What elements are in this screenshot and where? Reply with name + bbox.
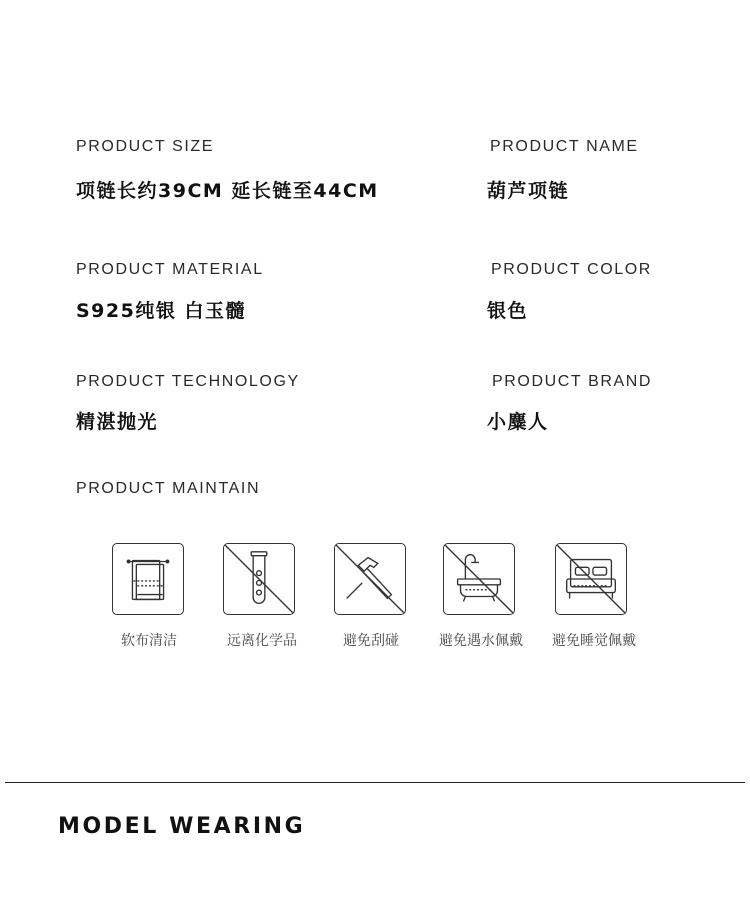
product-color-label: PRODUCT COLOR xyxy=(491,261,652,278)
product-size-label: PRODUCT SIZE xyxy=(76,138,215,155)
product-material-value: S925纯银 白玉髓 xyxy=(76,300,246,322)
bathtub-icon xyxy=(443,543,515,615)
caption-avoid-scratches: 避免刮碰 xyxy=(343,633,399,649)
caption-soft-cloth: 软布清洁 xyxy=(121,633,177,649)
product-brand-label: PRODUCT BRAND xyxy=(492,373,653,390)
product-color-value: 银色 xyxy=(487,300,529,322)
product-technology-label: PRODUCT TECHNOLOGY xyxy=(76,373,300,390)
caption-avoid-chemicals: 远离化学品 xyxy=(227,633,297,649)
bed-icon xyxy=(555,543,627,615)
product-maintain-label: PRODUCT MAINTAIN xyxy=(76,480,261,497)
product-brand-value: 小麋人 xyxy=(487,411,549,433)
hammer-icon xyxy=(334,543,406,615)
product-material-label: PRODUCT MATERIAL xyxy=(76,261,264,278)
model-wearing-title: MODEL WEARING xyxy=(58,814,306,839)
caption-avoid-sleeping: 避免睡觉佩戴 xyxy=(552,633,636,649)
product-size-value: 项链长约39CM 延长链至44CM xyxy=(76,180,379,202)
test-tube-icon xyxy=(223,543,295,615)
caption-avoid-water: 避免遇水佩戴 xyxy=(439,633,523,649)
section-divider xyxy=(5,782,745,783)
product-name-label: PRODUCT NAME xyxy=(490,138,639,155)
towel-icon xyxy=(112,543,184,615)
product-technology-value: 精湛抛光 xyxy=(76,411,159,433)
product-name-value: 葫芦项链 xyxy=(487,180,570,202)
